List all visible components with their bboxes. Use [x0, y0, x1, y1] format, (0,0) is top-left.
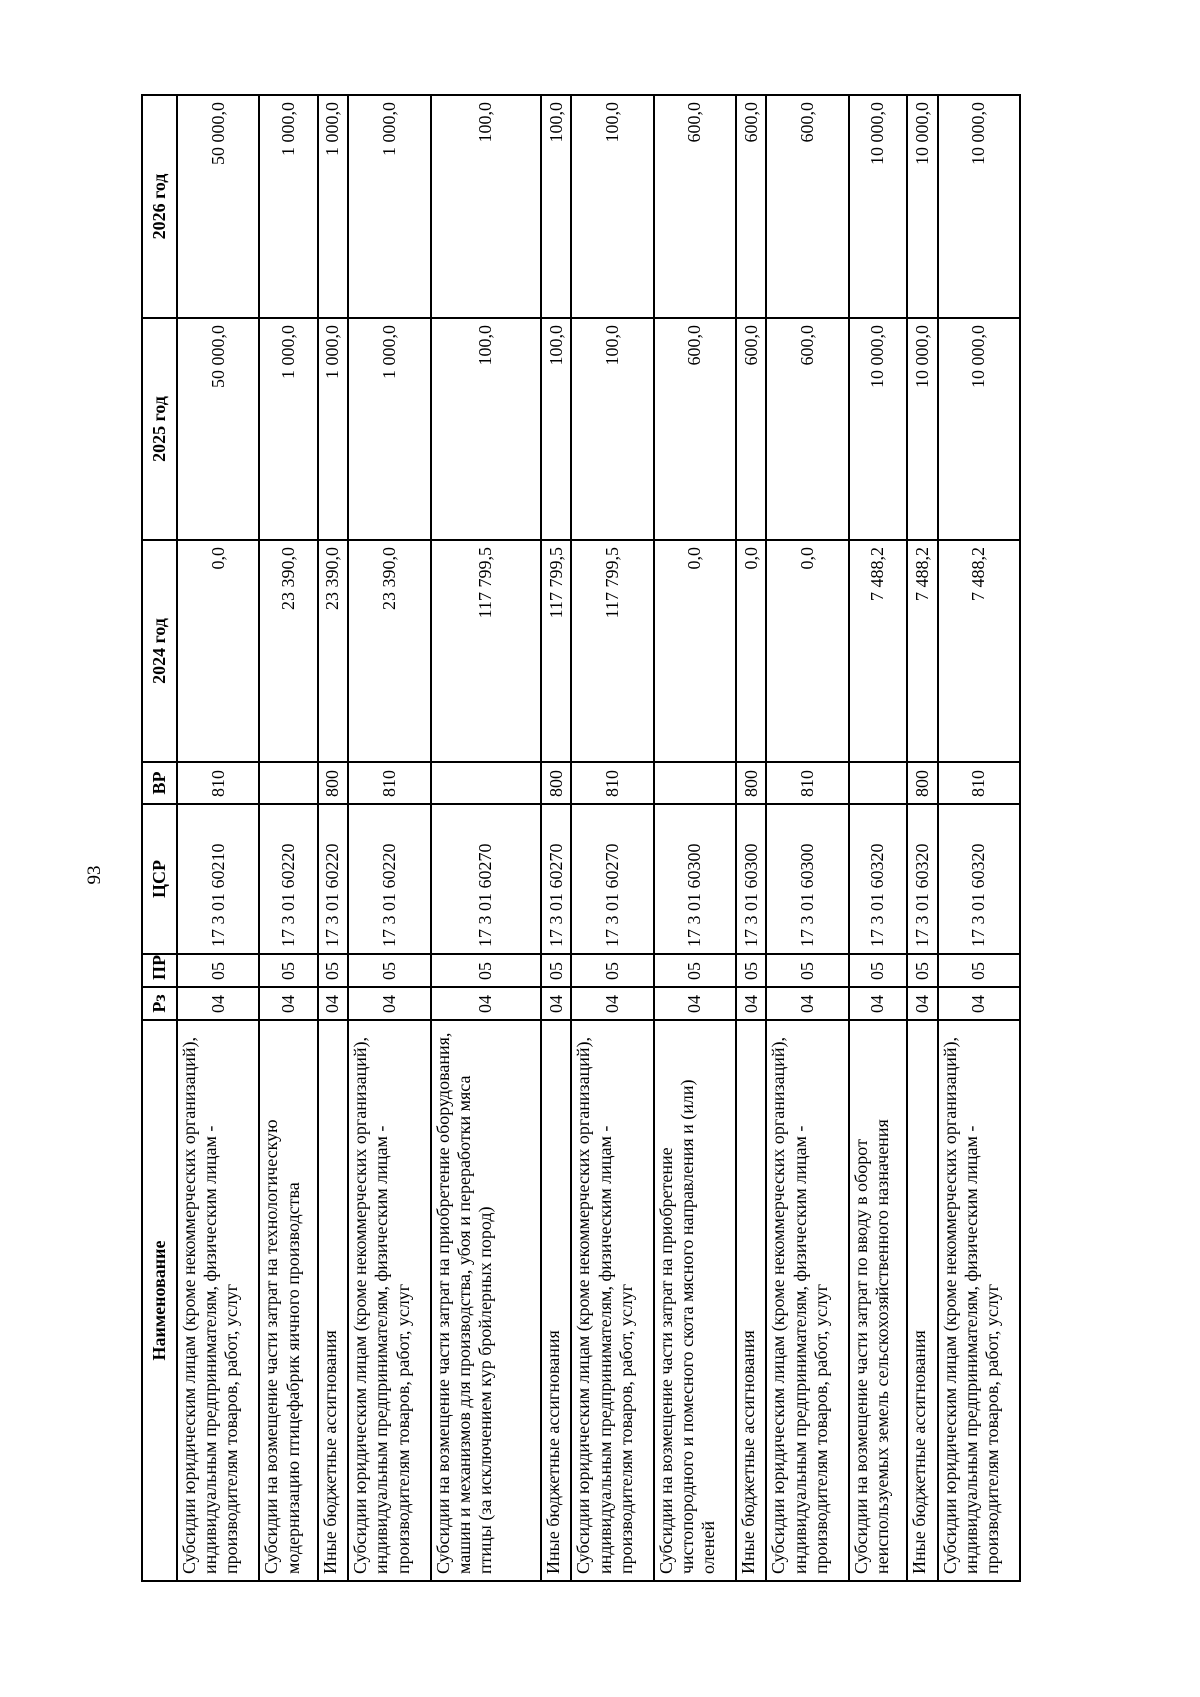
- row-csr: 17 3 01 60270: [541, 804, 571, 954]
- row-pr: 05: [431, 954, 542, 987]
- row-2025: 600,0: [654, 318, 736, 540]
- row-name: Иные бюджетные ассигнования: [318, 1020, 348, 1581]
- row-pr: 05: [736, 954, 766, 987]
- table-row: [318, 95, 348, 1581]
- row-name: Иные бюджетные ассигнования: [907, 1020, 937, 1581]
- row-pr: 05: [259, 954, 318, 987]
- table-row: [348, 95, 430, 1581]
- row-vr: 800: [907, 762, 937, 804]
- budget-table: [141, 94, 1021, 1582]
- header-2024: 2024 год: [142, 540, 177, 762]
- row-2026: 100,0: [431, 95, 542, 318]
- row-2025: 100,0: [541, 318, 571, 540]
- row-2024: 23 390,0: [259, 540, 318, 762]
- row-csr: 17 3 01 60270: [431, 804, 542, 954]
- row-2024: 0,0: [736, 540, 766, 762]
- row-2026: 1 000,0: [348, 95, 430, 318]
- row-2024: 0,0: [177, 540, 259, 762]
- row-2024: 0,0: [654, 540, 736, 762]
- row-2024: 23 390,0: [318, 540, 348, 762]
- row-2025: 1 000,0: [348, 318, 430, 540]
- row-rz: 04: [849, 987, 908, 1020]
- table-row: [259, 95, 318, 1581]
- row-2025: 100,0: [571, 318, 653, 540]
- row-2026: 10 000,0: [907, 95, 937, 318]
- row-vr: 800: [541, 762, 571, 804]
- row-name: Субсидии юридическим лицам (кроме некоммерческих организаций), индивидуальным предпринимателям, физическим лицам - производителям товаров, работ, услуг: [177, 1020, 259, 1581]
- row-2026: 100,0: [571, 95, 653, 318]
- row-csr: 17 3 01 60220: [318, 804, 348, 954]
- row-vr: [654, 762, 736, 804]
- row-2025: 50 000,0: [177, 318, 259, 540]
- row-vr: [431, 762, 542, 804]
- row-vr: 810: [766, 762, 848, 804]
- row-vr: 800: [318, 762, 348, 804]
- row-2026: 10 000,0: [938, 95, 1020, 318]
- row-csr: 17 3 01 60320: [907, 804, 937, 954]
- header-2025: 2025 год: [142, 318, 177, 540]
- row-pr: 05: [938, 954, 1020, 987]
- row-rz: 04: [571, 987, 653, 1020]
- row-vr: 810: [938, 762, 1020, 804]
- row-2025: 1 000,0: [259, 318, 318, 540]
- row-vr: 810: [348, 762, 430, 804]
- row-2024: 117 799,5: [571, 540, 653, 762]
- row-2026: 50 000,0: [177, 95, 259, 318]
- row-csr: 17 3 01 60270: [571, 804, 653, 954]
- row-2024: 7 488,2: [907, 540, 937, 762]
- row-pr: 05: [571, 954, 653, 987]
- row-rz: 04: [318, 987, 348, 1020]
- header-pr: ПР: [142, 954, 177, 987]
- row-csr: 17 3 01 60320: [849, 804, 908, 954]
- row-rz: 04: [348, 987, 430, 1020]
- table-row: [907, 95, 937, 1581]
- row-2024: 7 488,2: [938, 540, 1020, 762]
- row-vr: [849, 762, 908, 804]
- page-number: 93: [84, 865, 105, 885]
- row-csr: 17 3 01 60210: [177, 804, 259, 954]
- row-2024: 23 390,0: [348, 540, 430, 762]
- row-name: Иные бюджетные ассигнования: [736, 1020, 766, 1581]
- row-name: Субсидии юридическим лицам (кроме некоммерческих организаций), индивидуальным предпринимателям, физическим лицам - производителям товаров, работ, услуг: [766, 1020, 848, 1581]
- header-name: Наименование: [142, 1020, 177, 1581]
- row-2024: 7 488,2: [849, 540, 908, 762]
- row-2026: 600,0: [766, 95, 848, 318]
- header-2026: 2026 год: [142, 95, 177, 318]
- row-vr: 810: [571, 762, 653, 804]
- header-rz: Рз: [142, 987, 177, 1020]
- table-row: [938, 95, 1020, 1581]
- row-pr: 05: [348, 954, 430, 987]
- row-name: Субсидии на возмещение части затрат по вводу в оборот неиспользуемых земель сельскохозяйственного назначения: [849, 1020, 908, 1581]
- row-2024: 117 799,5: [541, 540, 571, 762]
- table-row: [431, 95, 542, 1581]
- row-name: Субсидии на возмещение части затрат на технологическую модернизацию птицефабрик яичного производства: [259, 1020, 318, 1581]
- row-name: Субсидии юридическим лицам (кроме некоммерческих организаций), индивидуальным предпринимателям, физическим лицам - производителям товаров, работ, услуг: [348, 1020, 430, 1581]
- table-row: [571, 95, 653, 1581]
- table-row: [177, 95, 259, 1581]
- row-csr: 17 3 01 60320: [938, 804, 1020, 954]
- table-row: [654, 95, 736, 1581]
- row-2026: 1 000,0: [318, 95, 348, 318]
- table-header-row: [142, 95, 177, 1581]
- header-vr: ВР: [142, 762, 177, 804]
- row-rz: 04: [766, 987, 848, 1020]
- row-2025: 10 000,0: [938, 318, 1020, 540]
- row-rz: 04: [736, 987, 766, 1020]
- table-row: [766, 95, 848, 1581]
- row-2024: 117 799,5: [431, 540, 542, 762]
- table-row: [849, 95, 908, 1581]
- row-2026: 100,0: [541, 95, 571, 318]
- row-vr: 800: [736, 762, 766, 804]
- row-csr: 17 3 01 60220: [259, 804, 318, 954]
- row-vr: 810: [177, 762, 259, 804]
- row-2026: 1 000,0: [259, 95, 318, 318]
- row-pr: 05: [541, 954, 571, 987]
- row-name: Субсидии юридическим лицам (кроме некоммерческих организаций), индивидуальным предпринимателям, физическим лицам - производителям товаров, работ, услуг: [938, 1020, 1020, 1581]
- row-rz: 04: [177, 987, 259, 1020]
- row-pr: 05: [907, 954, 937, 987]
- row-rz: 04: [938, 987, 1020, 1020]
- row-rz: 04: [654, 987, 736, 1020]
- row-pr: 05: [849, 954, 908, 987]
- row-2025: 100,0: [431, 318, 542, 540]
- row-name: Субсидии на возмещение части затрат на приобретение чистопородного и помесного скота мясного направления и (или) оленей: [654, 1020, 736, 1581]
- row-pr: 05: [318, 954, 348, 987]
- row-csr: 17 3 01 60300: [736, 804, 766, 954]
- row-2026: 600,0: [736, 95, 766, 318]
- rotated-table-wrapper: [141, 96, 1021, 1582]
- row-rz: 04: [259, 987, 318, 1020]
- row-pr: 05: [766, 954, 848, 987]
- row-2025: 600,0: [766, 318, 848, 540]
- table-row: [736, 95, 766, 1581]
- row-name: Субсидии на возмещение части затрат на приобретение оборудования, машин и механизмов для производства, убоя и переработки мяса птицы (за исключением кур бройлерных пород): [431, 1020, 542, 1581]
- row-rz: 04: [431, 987, 542, 1020]
- row-2026: 10 000,0: [849, 95, 908, 318]
- row-2026: 600,0: [654, 95, 736, 318]
- row-name: Иные бюджетные ассигнования: [541, 1020, 571, 1581]
- row-2025: 10 000,0: [907, 318, 937, 540]
- row-name: Субсидии юридическим лицам (кроме некоммерческих организаций), индивидуальным предпринимателям, физическим лицам - производителям товаров, работ, услуг: [571, 1020, 653, 1581]
- row-rz: 04: [541, 987, 571, 1020]
- row-2025: 1 000,0: [318, 318, 348, 540]
- row-csr: 17 3 01 60300: [766, 804, 848, 954]
- header-csr: ЦСР: [142, 804, 177, 954]
- row-vr: [259, 762, 318, 804]
- table-row: [541, 95, 571, 1581]
- row-2025: 10 000,0: [849, 318, 908, 540]
- row-csr: 17 3 01 60220: [348, 804, 430, 954]
- row-2025: 600,0: [736, 318, 766, 540]
- row-pr: 05: [654, 954, 736, 987]
- row-csr: 17 3 01 60300: [654, 804, 736, 954]
- row-2024: 0,0: [766, 540, 848, 762]
- row-pr: 05: [177, 954, 259, 987]
- row-rz: 04: [907, 987, 937, 1020]
